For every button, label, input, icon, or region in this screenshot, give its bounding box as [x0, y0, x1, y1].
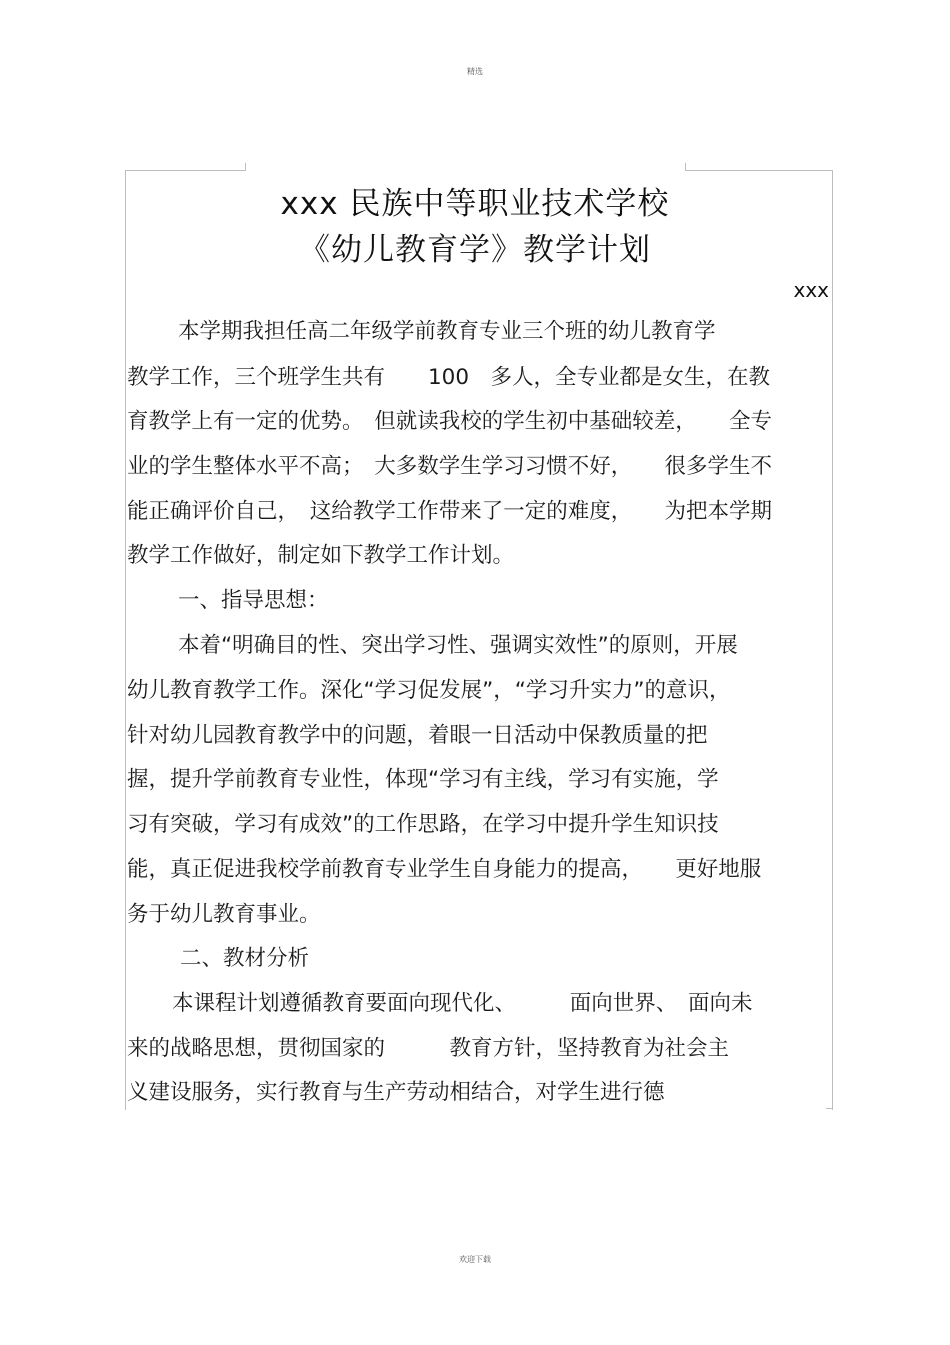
- frame-tick-right: [685, 163, 686, 171]
- document-subtitle: 《幼儿教育学》教学计划: [299, 232, 651, 268]
- text-line: 来的战略思想，贯彻国家的 教育方针，坚持教育为社会主: [127, 1036, 730, 1061]
- text-line: 幼儿教育教学工作。深化“学习促发展”，“学习升实力”的意识，: [127, 678, 731, 703]
- text-line: 务于幼儿教育事业。: [127, 902, 321, 927]
- frame-top-right: [685, 170, 832, 171]
- text-line: 本课程计划遵循教育要面向现代化、 面向世界、 面向未: [172, 991, 753, 1016]
- text-line: 育教学上有一定的优势。 但就读我校的学生初中基础较差， 全专: [127, 409, 773, 434]
- text-line: 教学工作做好，制定如下教学工作计划。: [127, 543, 515, 568]
- frame-right: [832, 170, 833, 1110]
- frame-left: [125, 170, 126, 1110]
- frame-tick-left: [245, 163, 246, 171]
- document-title: xxx 民族中等职业技术学校: [280, 186, 670, 222]
- text-line: 握，提升学前教育专业性，体现“学习有主线，学习有实施，学: [127, 767, 719, 792]
- author: xxx: [793, 278, 829, 302]
- footer-note: 欢迎下载: [459, 1255, 491, 1264]
- text-line: 能正确评价自己， 这给教学工作带来了一定的难度， 为把本学期: [127, 499, 773, 524]
- frame-top-left: [125, 170, 245, 171]
- text-line: 本着“明确目的性、突出学习性、强调实效性”的原则，开展: [178, 633, 738, 658]
- text-line: 针对幼儿园教育教学中的问题，着眼一日活动中保教质量的把: [127, 723, 708, 748]
- text-line: 业的学生整体水平不高； 大多数学生学习习惯不好， 很多学生不: [127, 454, 773, 479]
- text-line: 本学期我担任高二年级学前教育专业三个班的幼儿教育学: [178, 319, 716, 344]
- text-line: 习有突破，学习有成效”的工作思路，在学习中提升学生知识技: [127, 812, 719, 837]
- section-heading: 二、教材分析: [180, 946, 310, 971]
- text-line: 教学工作，三个班学生共有 100 多人，全专业都是女生，在教: [127, 365, 771, 390]
- header-note: 精选: [467, 67, 483, 76]
- text-line: 能，真正促进我校学前教育专业学生自身能力的提高， 更好地服: [127, 857, 762, 882]
- text-line: 义建设服务，实行教育与生产劳动相结合，对学生进行德: [127, 1080, 665, 1105]
- section-heading: 一、指导思想：: [178, 588, 329, 613]
- frame-bottom-right: [826, 1108, 833, 1109]
